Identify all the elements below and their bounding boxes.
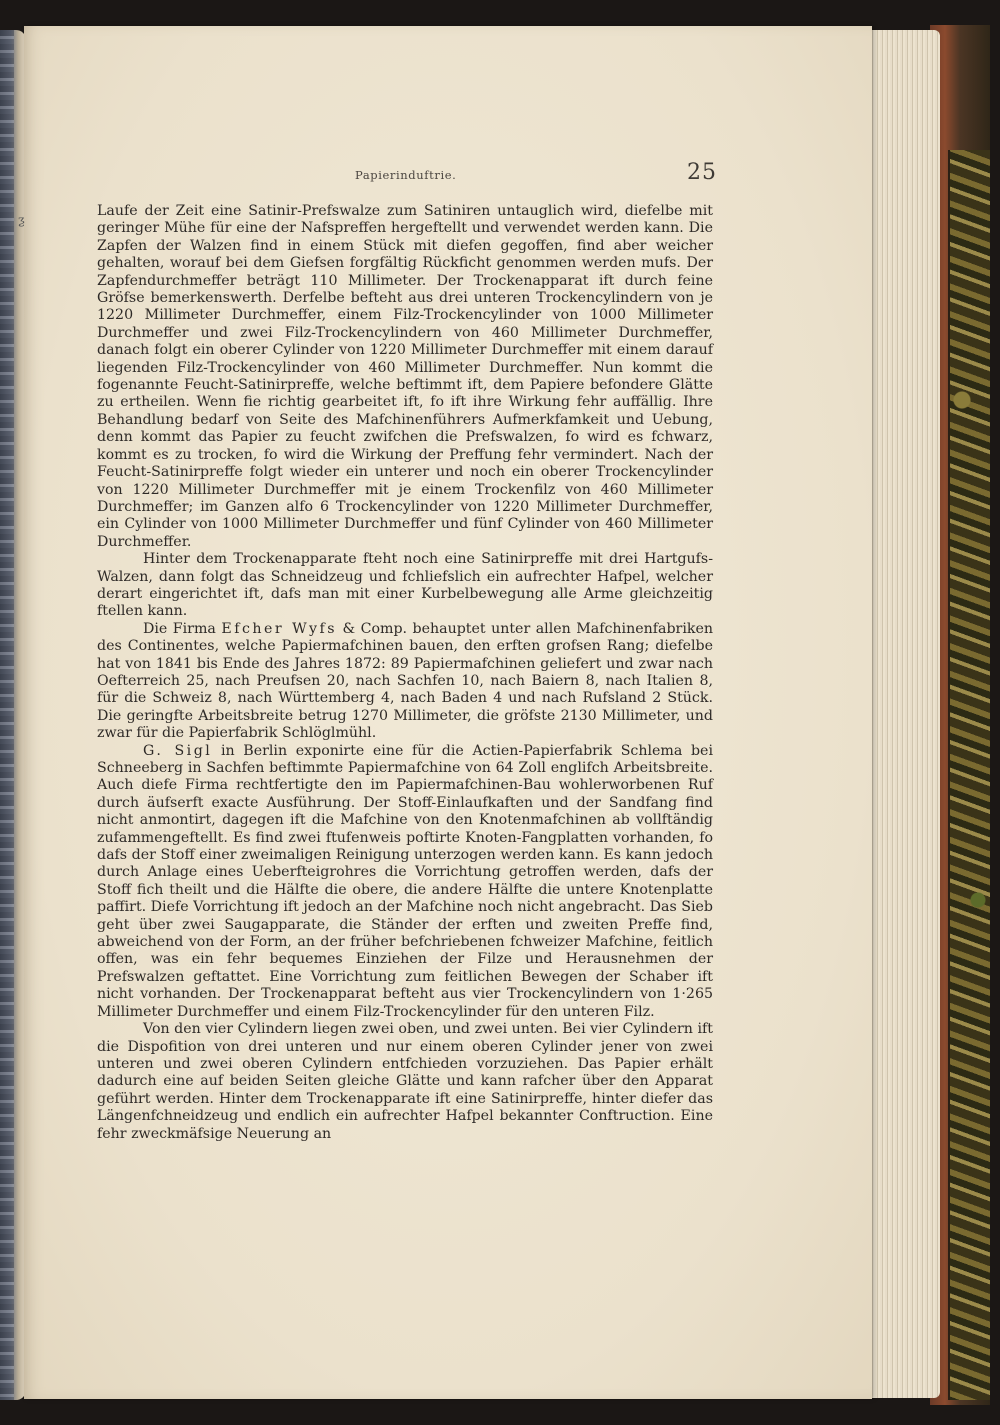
paragraph-2: Hinter dem Trockenapparate fteht noch eine Satinirpreffe mit drei Hartgufs-Walzen, dann folgt das Schneidzeug und fchliefslich ein aufrechter Hafpel, welcher derart eingerichtet ift, dafs man mit einer Kurbelbewegung alle Arme gleichzeitig ftellen kann. xyxy=(97,551,713,620)
firm-name-sigl: G. Sigl xyxy=(143,742,213,759)
paragraph-3 xyxy=(97,621,713,743)
paragraph-4-body: in Berlin exponirte eine für die Actien-Papierfabrik Schlema bei Schneeberg in Sachfen beftimmte Papiermafchine von 64 Zoll englifch Arbeitsbreite. Auch diefe Firma rechtfertigte den im Papiermafchinen-Bau wohlerworbenen Ruf durch äufserft exacte Ausführung. Der Stoff-Einlaufkaften und der Sandfang find nicht anmontirt, dagegen ift die Mafchine von den Knotenmafchinen ab vollftändig zufammengeftellt. Es find zwei ftufenweis poftirte Knoten-Fangplatten vorhanden, fo dafs der Stoff einer zweimaligen Reinigung unterzogen werden kann. Es kann jedoch durch Anlage eines Ueberfteigrohres die Vorrichtung getroffen werden, dafs der Stoff fich theilt und die Hälfte die obere, die andere Hälfte die untere Knotenplatte paffirt. Diefe Vorrichtung ift jedoch an der Mafchine noch nicht angebracht. Das Sieb geht über zwei Saugapparate, die Ständer der erften und zweiten Preffe find, abweichend von der Form, an der früher befchriebenen fchweizer Mafchine, feitlich offen, was ein fehr bequemes Einziehen der Filze und Herausnehmen der Prefswalzen geftattet. Eine Vorrichtung zum feitlichen Bewegen der Schaber ift nicht vorhanden. Der Trockenapparat befteht aus vier Trockencylindern von 1·265 Millimeter Durchmeffer und einem Filz-Trockencylinder für den unteren Filz. xyxy=(97,742,713,1020)
page-stack-edge xyxy=(860,30,940,1398)
paragraph-5: Von den vier Cylindern liegen zwei oben, und zwei unten. Bei vier Cylindern ift die Dispofition von drei unteren und nur einem oberen Cylinder jener von zwei unteren und zwei oberen Cylindern entfchieden vorzuziehen. Das Papier erhält dadurch eine auf beiden Seiten gleiche Glätte und kann rafcher über den Apparat geführt werden. Hinter dem Trockenapparate ift eine Satinirpreffe, hinter diefer das Längenfchneidzeug und endlich ein aufrechter Hafpel bekannter Conftruction. Eine fehr zweckmäfsige Neuerung an xyxy=(97,1021,713,1142)
paragraph-3-body: & Comp. behauptet unter allen Mafchinenfabriken des Continentes, welche Papiermafchinen bauen, den erften grofsen Rang; diefelbe hat von 1841 bis Ende des Jahres 1872: 89 Papiermafchinen geliefert und zwar nach Oefterreich 25, nach Preufsen 20, nach Sachfen 10, nach Baiern 8, nach Italien 8, für die Schweiz 8, nach Württemberg 4, nach Baden 4 und nach Rufsland 2 Stück. Die geringfte Arbeitsbreite betrug 1270 Millimeter, die gröfste 2130 Millimeter, und zwar für die Papierfabrik Schlöglmühl. xyxy=(97,620,714,742)
body-text xyxy=(97,203,713,1143)
paragraph-3-lead: Die Firma xyxy=(143,620,222,637)
running-head: Papierinduftrie. xyxy=(355,168,457,182)
left-binding-strip xyxy=(0,30,14,1400)
marbled-endpaper xyxy=(948,150,990,1400)
page-number: 25 xyxy=(687,160,717,185)
margin-mark: ƺ xyxy=(18,213,25,227)
paragraph-1: Laufe der Zeit eine Satinir-Prefswalze zum Satiniren untauglich wird, diefelbe mit geringer Mühe für eine der Nafspreffen hergeftellt und verwendet werden kann. Die Zapfen der Walzen find in einem Stück mit diefen gegoffen, find aber weicher gehalten, worauf bei dem Giefsen forgfältig Rückficht genommen werden mufs. Der Zapfendurchmeffer beträgt 110 Millimeter. Der Trockenapparat ift durch feine Gröfse bemerkenswerth. Derfelbe befteht aus drei unteren Trockencylindern von je 1220 Millimeter Durchmeffer, einem Filz-Trockencylinder von 1000 Millimeter Durchmeffer und zwei Filz-Trockencylindern von 460 Millimeter Durchmeffer, danach folgt ein oberer Cylinder von 1220 Millimeter Durchmeffer mit einem darauf liegenden Filz-Trockencylinder von 460 Millimeter Durchmeffer. Nun kommt die fogenannte Feucht-Satinirpreffe, welche beftimmt ift, dem Papiere befondere Glätte zu ertheilen. Wenn fie richtig gearbeitet ift, fo ift ihre Wirkung fehr auffällig. Ihre Behandlung bedarf von Seite des Mafchinenführers Aufmerkfamkeit und Uebung, denn kommt das Papier zu feucht zwifchen die Prefswalzen, fo wird es fchwarz, kommt es zu trocken, fo wird die Wirkung der Preffung fehr vermindert. Nach der Feucht-Satinirpreffe folgt wieder ein unterer und noch ein oberer Trockencylinder von 1220 Millimeter Durchmeffer mit je einem Trockenfilz von 460 Millimeter Durchmeffer; im Ganzen alfo 6 Trockencylinder von 1220 Millimeter Durchmeffer, ein Cylinder von 1000 Millimeter Durchmeffer und fünf Cylinder von 460 Millimeter Durchmeffer. xyxy=(97,203,713,550)
paragraph-4 xyxy=(97,743,713,1022)
firm-name-escher-wyss: Efcher Wyfs xyxy=(221,620,338,637)
